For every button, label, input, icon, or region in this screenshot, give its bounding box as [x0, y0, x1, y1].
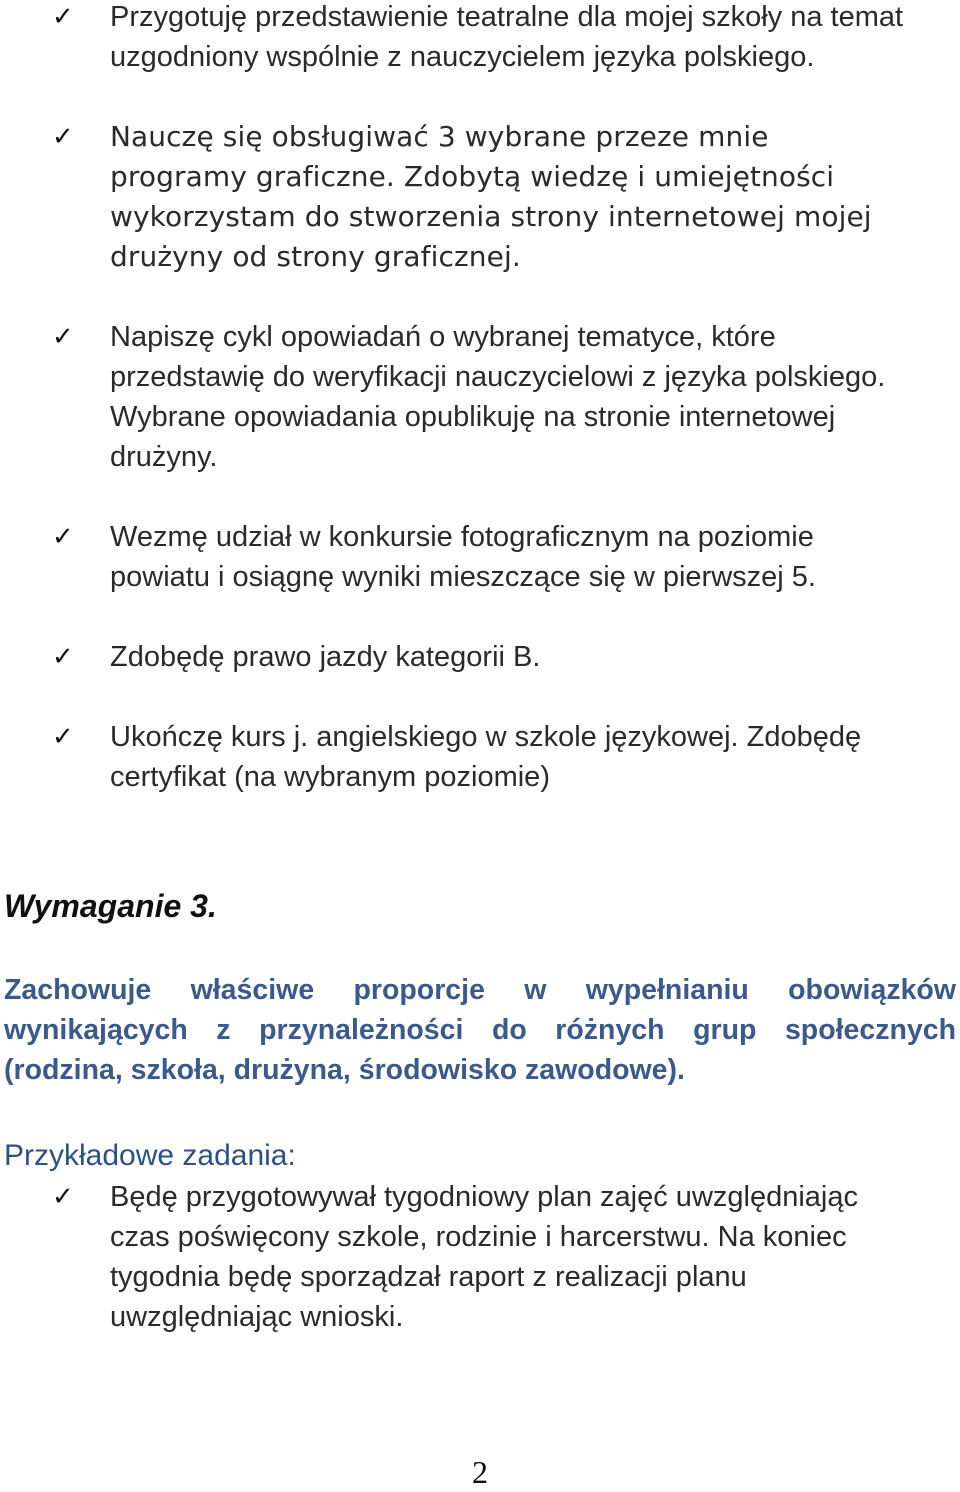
list-item [0, 637, 910, 677]
checkmark-icon: ✓ [52, 642, 74, 672]
list-item-text: Ukończę kurs j. angielskiego w szkole językowej. Zdobędę certyfikat (na wybranym poziomie) [110, 721, 862, 793]
checkmark-icon: ✓ [52, 122, 74, 152]
list-item [0, 317, 910, 477]
list-item-text: Przygotuję przedstawienie teatralne dla mojej szkoły na temat uzgodniony wspólnie z nauczycielem języka polskiego. [110, 1, 904, 73]
tasks-list [0, 1177, 910, 1337]
requirement-heading: Wymaganie 3. [4, 888, 217, 924]
list-item [0, 717, 910, 797]
example-tasks-heading: Przykładowe zadania: [4, 1139, 296, 1172]
checkmark-icon: ✓ [52, 522, 74, 552]
list-item [0, 1177, 910, 1337]
list-item [0, 117, 910, 277]
checkmark-icon: ✓ [52, 2, 74, 32]
page-number: 2 [472, 1454, 488, 1490]
checkmark-icon: ✓ [52, 322, 74, 352]
checkmark-icon: ✓ [52, 1182, 74, 1212]
list-item [0, 0, 910, 77]
requirement-description: Zachowuje właściwe proporcje w wypełnianiu obowiązków wynikających z przynależności do różnych grup społecznych (rodzina, szkoła, drużyna, środowisko zawodowe). [4, 974, 956, 1086]
list-item-text: Wezmę udział w konkursie fotograficznym na poziomie powiatu i osiągnę wyniki mieszczące się w pierwszej 5. [110, 521, 816, 593]
list-item-text: Będę przygotowywał tygodniowy plan zajęć uwzględniając czas poświęcony szkole, rodzinie i harcerstwu. Na koniec tygodnia będę sporządzał raport z realizacji planu uwzględniając wnioski. [110, 1181, 858, 1333]
list-item-text: Napiszę cykl opowiadań o wybranej tematyce, które przedstawię do weryfikacji nauczycielowi z języka polskiego. Wybrane opowiadania opublikuję na stronie internetowej drużyny. [110, 321, 886, 473]
list-item-text: Nauczę się obsługiwać 3 wybrane przeze mnie programy graficzne. Zdobytą wiedzę i umiejętności wykorzystam do stworzenia strony internetowej mojej drużyny od strony graficznej. [110, 120, 872, 273]
list-item [0, 517, 910, 597]
list-item-text: Zdobędę prawo jazdy kategorii B. [110, 641, 541, 673]
checkmark-icon: ✓ [52, 722, 74, 752]
